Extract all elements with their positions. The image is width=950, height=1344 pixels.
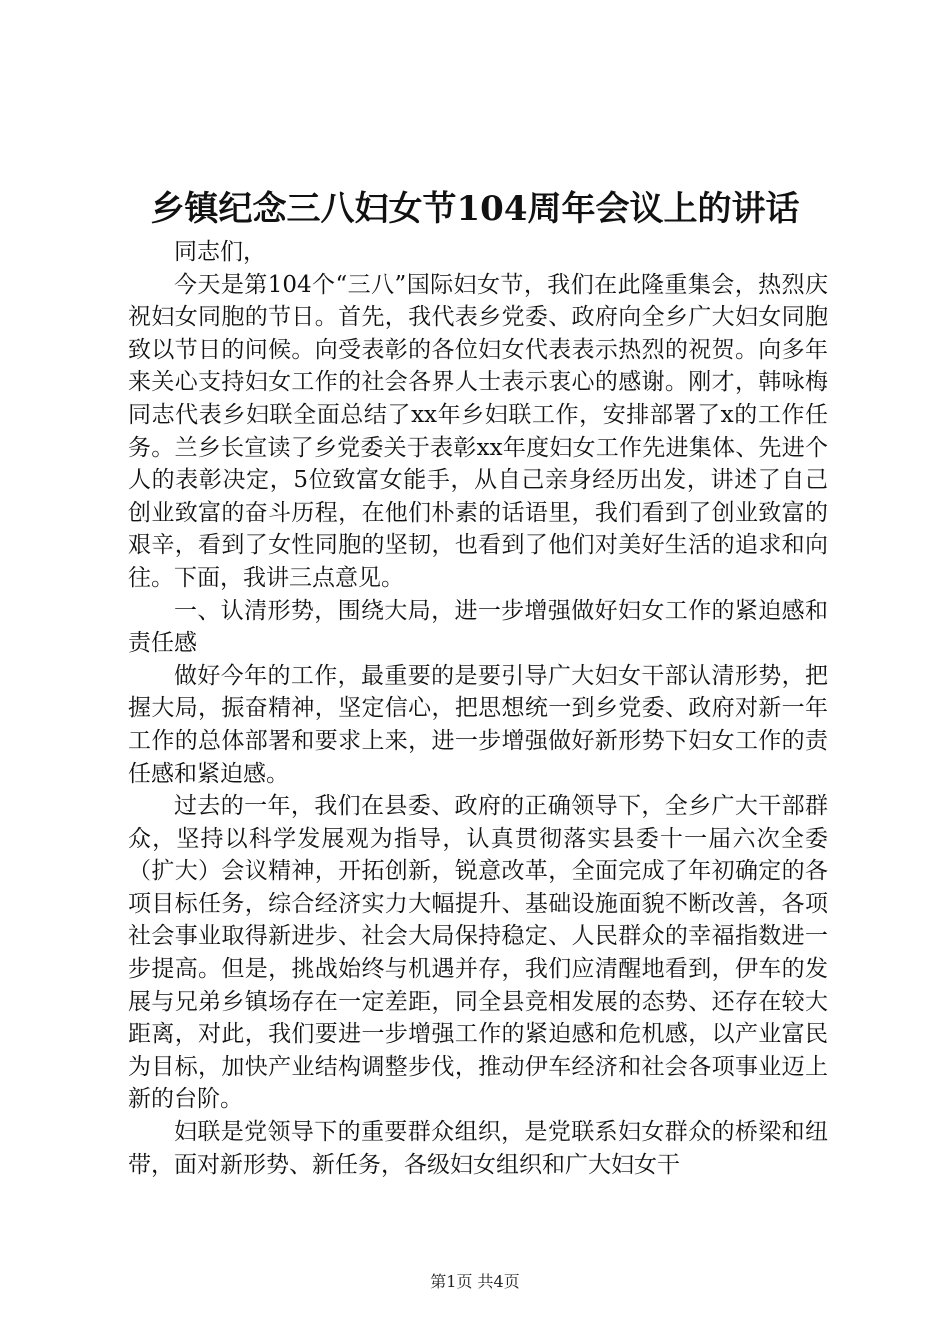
page-footer: 第1页 共4页 <box>430 1272 520 1291</box>
document-body <box>128 236 828 1181</box>
body-paragraph: 今天是第104个“三八”国际妇女节，我们在此隆重集会，热烈庆祝妇女同胞的节日。首先，我代表乡党委、政府向全乡广大妇女同胞致以节日的问候。向受表彰的各位妇女代表表示热烈的祝贺。向多年来关心支持妇女工作的社会各界人士表示衷心的感谢。刚才，韩咏梅同志代表乡妇联全面总结了xx年乡妇联工作，安排部署了x的工作任务。兰乡长宣读了乡党委关于表彰xx年度妇女工作先进集体、先进个人的表彰决定，5位致富女能手，从自己亲身经历出发，讲述了自己创业致富的奋斗历程，在他们朴素的话语里，我们看到了创业致富的艰辛，看到了女性同胞的坚韧，也看到了他们对美好生活的追求和向往。下面，我讲三点意见。 <box>128 271 828 591</box>
section-heading: 一、认清形势，围绕大局，进一步增强做好妇女工作的紧迫感和责任感 <box>128 597 828 657</box>
body-paragraph: 过去的一年，我们在县委、政府的正确领导下，全乡广大干部群众，坚持以科学发展观为指导，认真贯彻落实县委十一届六次全委（扩大）会议精神，开拓创新，锐意改革，全面完成了年初确定的各项目标任务，综合经济实力大幅提升、基础设施面貌不断改善，各项社会事业取得新进步、社会大局保持稳定、人民群众的幸福指数进一步提高。但是，挑战始终与机遇并存，我们应清醒地看到，伊车的发展与兄弟乡镇场存在一定差距，同全县竞相发展的态势、还存在较大距离，对此，我们要进一步增强工作的紧迫感和危机感，以产业富民为目标，加快产业结构调整步伐，推动伊车经济和社会各项事业迈上新的台阶。 <box>128 793 828 1113</box>
document-title: 乡镇纪念三八妇女节104周年会议上的讲话 <box>150 189 800 229</box>
body-paragraph: 妇联是党领导下的重要群众组织，是党联系妇女群众的桥梁和纽带，面对新形势、新任务，各级妇女组织和广大妇女干 <box>128 1119 828 1178</box>
salutation-paragraph: 同志们， <box>174 239 266 265</box>
body-paragraph: 做好今年的工作，最重要的是要引导广大妇女干部认清形势，把握大局，振奋精神，坚定信心，把思想统一到乡党委、政府对新一年工作的总体部署和要求上来，进一步增强做好新形势下妇女工作的责任感和紧迫感。 <box>128 662 828 787</box>
